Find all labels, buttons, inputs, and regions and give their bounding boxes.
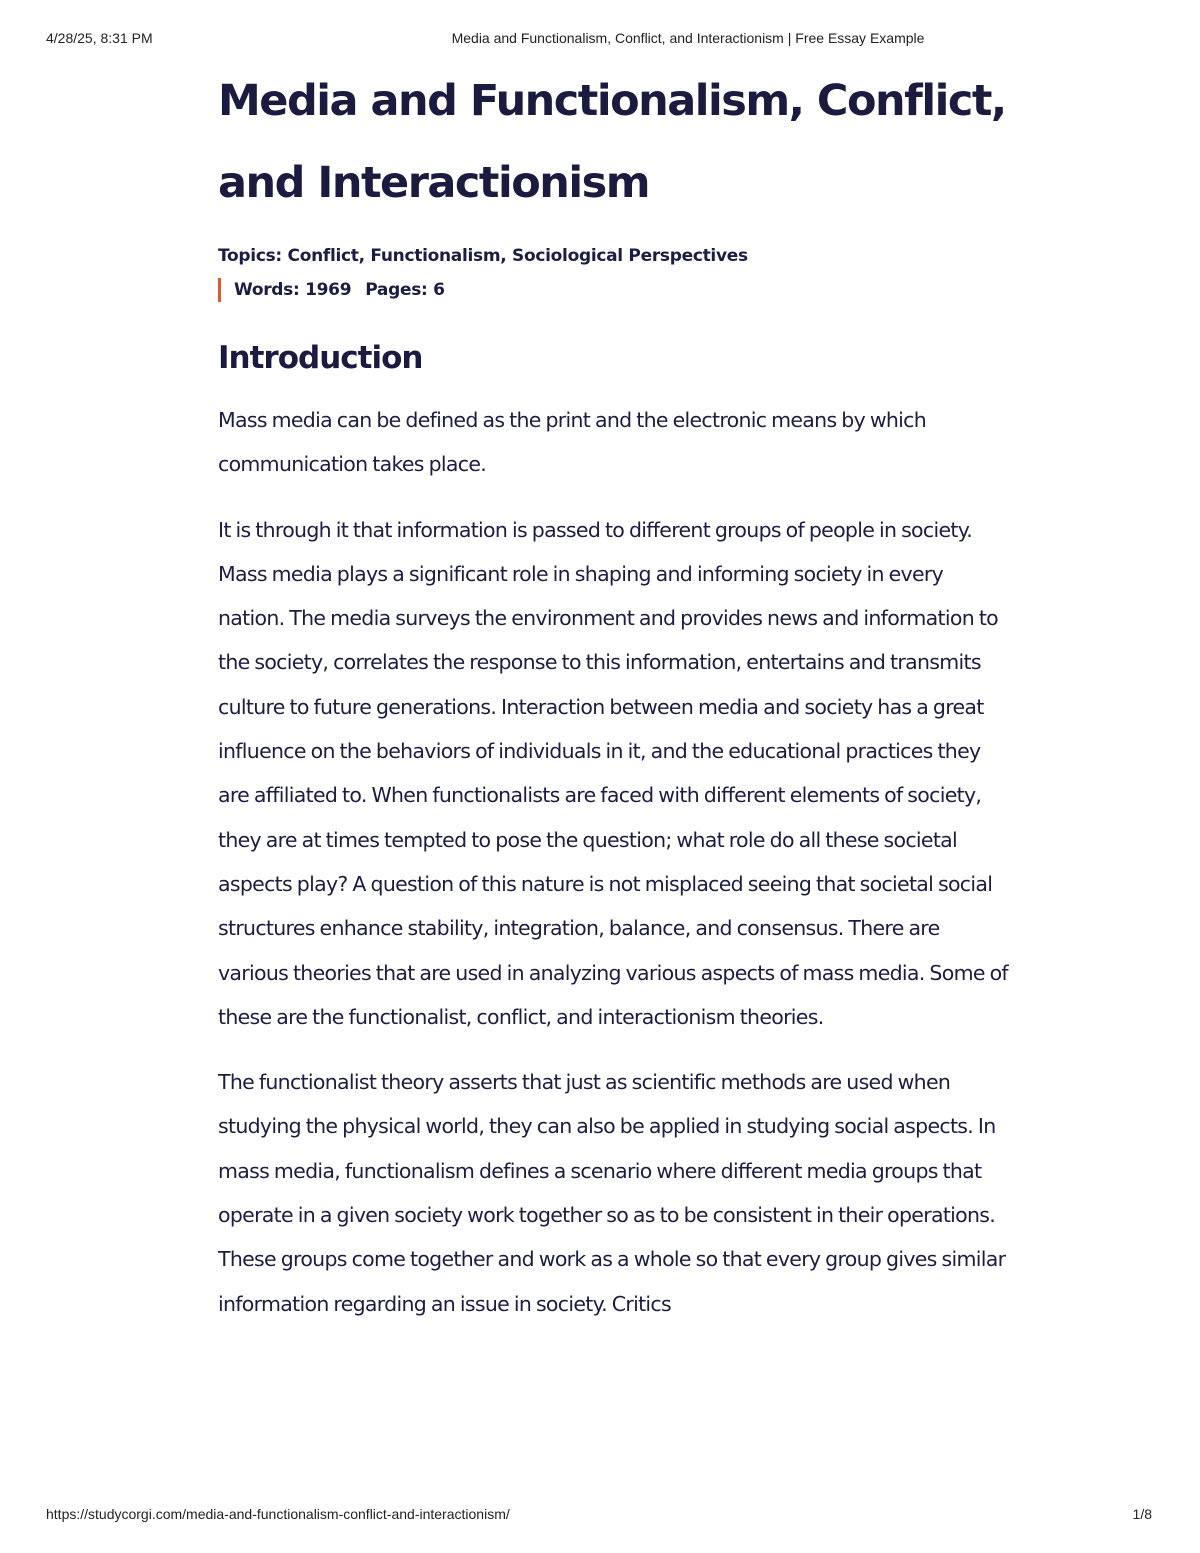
print-page-title: Media and Functionalism, Conflict, and Interactionism | Free Essay Example [451, 30, 925, 46]
print-header [0, 30, 1200, 50]
print-url[interactable]: https://studycorgi.com/media-and-functionalism-conflict-and-interactionism/ [46, 1506, 510, 1522]
article-meta [218, 242, 1008, 302]
print-datetime: 4/28/25, 8:31 PM [46, 30, 153, 46]
paragraph: Mass media can be defined as the print and the electronic means by which communication takes place. [218, 408, 927, 477]
print-footer [0, 1506, 1200, 1526]
word-count: Words: 1969 [234, 280, 352, 300]
page-count: Pages: 6 [365, 280, 445, 300]
section-heading-introduction: Introduction [218, 340, 423, 376]
stats-line [218, 278, 1008, 302]
article [218, 60, 1008, 1326]
topics-line: Topics: Conflict, Functionalism, Sociological Perspectives [218, 246, 748, 266]
page-number: 1/8 [1132, 1506, 1152, 1522]
paragraph: It is through it that information is passed to different groups of people in society. Mass media plays a significant role in shaping and informing society in every nation. The media surveys the environment and provides news and information to the society, correlates the response to this information, entertains and transmits culture to future generations. Interaction between media and society has a great influence on the behaviors of individuals in it, and the educational practices they are affiliated to. When functionalists are faced with different elements of society, they are at times tempted to pose the question; what role do all these societal aspects play? A question of this nature is not misplaced seeing that societal social structures enhance stability, integration, balance, and consensus. There are various theories that are used in analyzing various aspects of mass media. Some of these are the functionalist, conflict, and interactionism theories. [218, 517, 1008, 1029]
article-title: Media and Functionalism, Conflict, and Interactionism [218, 76, 1006, 208]
paragraph: The functionalist theory asserts that just as scientific methods are used when studying the physical world, they can also be applied in studying social aspects. In mass media, functionalism defines a scenario where different media groups that operate in a given society work together so as to be consistent in their operations. These groups come together and work as a whole so that every group gives similar information regarding an issue in society. Critics [218, 1070, 1006, 1316]
